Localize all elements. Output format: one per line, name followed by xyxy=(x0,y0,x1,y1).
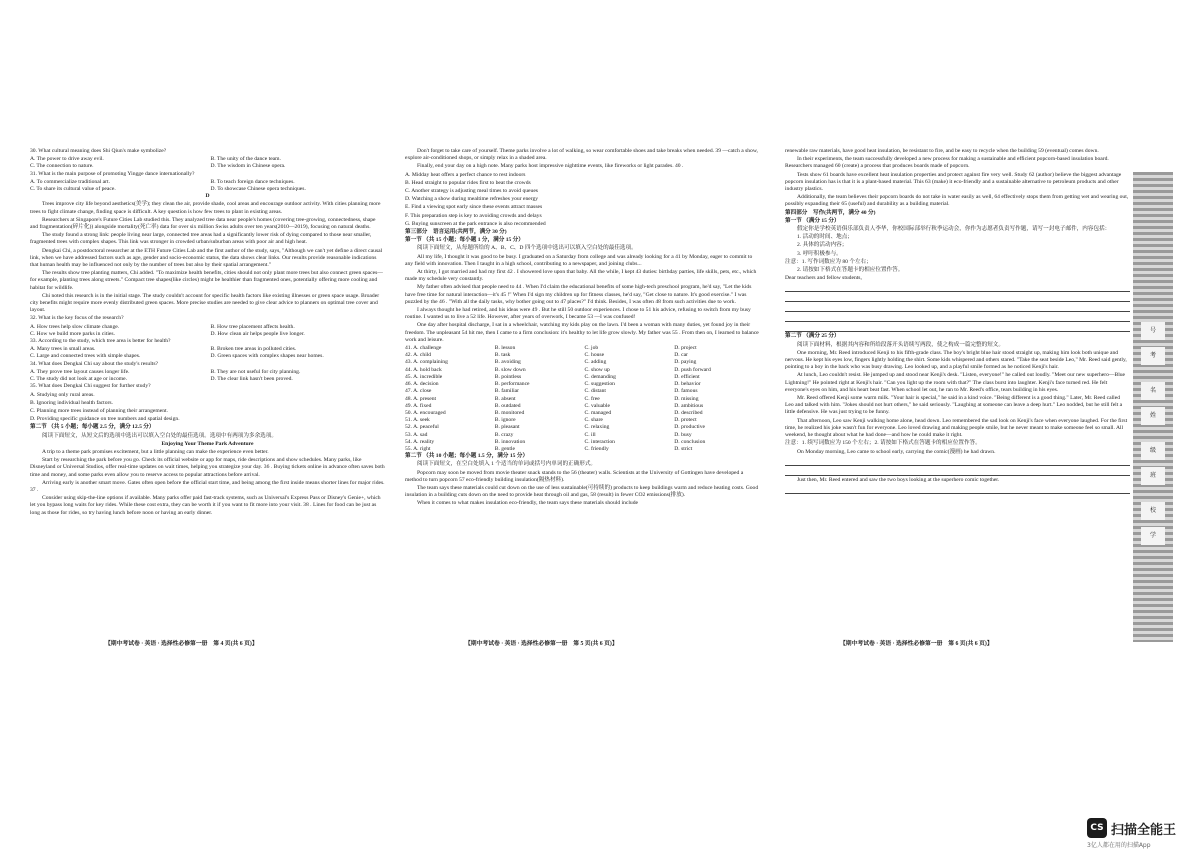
option: D. How clean air helps people live longer. xyxy=(210,330,305,337)
q33-options xyxy=(30,346,385,360)
option: B. To teach foreign dance techniques. xyxy=(210,178,295,185)
option: A. How trees help slow climate change. xyxy=(30,323,120,330)
page-4-column xyxy=(30,148,385,518)
sideband-label: 号 xyxy=(1141,322,1165,340)
option: D. push forward xyxy=(674,366,711,373)
question-31: 31. What is the main purpose of promoting Yingge dance internationally? xyxy=(30,170,195,177)
answer-line xyxy=(785,283,1130,292)
option: D. Providing specific guidance on tree numbers and spatial design. xyxy=(30,416,180,423)
section-2-instructions: 阅读下面短文，在空白处填入 1 个适当的单词或括号内单词的正确形式。 xyxy=(417,461,597,468)
sideband-label: 校 xyxy=(1141,502,1165,520)
option: C. friendly xyxy=(584,445,609,452)
option: 52. A. peaceful xyxy=(405,424,439,431)
question-34: 34. What does Dengkai Chi say about the study's results? xyxy=(30,360,158,367)
passage-paragraph: Finally, end your day on a high note. Many parks host impressive nighttime events, like fireworks or light parades. 40 . xyxy=(417,163,684,170)
option: A. The power to drive away evil. xyxy=(30,156,104,163)
gap-fill-paragraph: In their experiments, the team successfully developed a new process for making a sustainable and efficient popcorn-based insulation board. Researchers managed 60 (create) a process that produces boards made of popcorn. xyxy=(785,156,1109,170)
option: C. managed xyxy=(584,409,612,416)
section-letter-d: D xyxy=(205,193,210,200)
option: D. The wisdom in Chinese opera. xyxy=(210,163,286,170)
option: B. familiar xyxy=(494,388,519,395)
gap-fill-paragraph: Additionally, the team believes their popcorn boards do not take in water easily as well, 64 effectively stops them from getting wet and wearing out, possibly expanding their 65 (useful) and durability as a building material. xyxy=(785,194,1129,208)
option: E. Find a viewing spot early since these events attract masses xyxy=(405,204,543,211)
gap-fill-paragraph: The team says these materials could cut down on the use of less sustainable(可持续的) products to keep buildings warm and reduce heating costs. Good insulation in a building cuts down on the need to provide heat through oil and gas, 58 (result) in fewer CO2 emissions(排放). xyxy=(405,484,759,499)
option: 42. A. child xyxy=(405,352,432,359)
option: D. paying xyxy=(674,359,697,366)
cloze-paragraph: All my life, I thought it was good to be busy. I graduated on a Saturday from college and was already looking for a 41 by Monday, eager to commit to any field with innovation. Then I taught in a high school, contributing to a newspaper, and joining clubs... xyxy=(405,253,753,267)
option: C. The study did not look at age or income. xyxy=(30,376,127,383)
option: 55. A. right xyxy=(405,445,431,452)
writing-2-notes: 注意：1. 续写词数应为 150 个左右；2. 请按如下格式在答题卡的相应位置作答。 xyxy=(785,440,981,447)
option: 54. A. reality xyxy=(405,438,435,445)
option: 51. A. seek xyxy=(405,417,430,424)
option: C. house xyxy=(584,352,605,359)
camscanner-logo-icon: CS xyxy=(1087,818,1107,838)
sideband-label: 班 xyxy=(1141,467,1165,485)
section-2-title: 第二节 （共 5 小题；每小题 2.5 分，满分 12.5 分） xyxy=(30,424,155,431)
option: A. To commercialize traditional art. xyxy=(30,178,110,185)
option: B. performance xyxy=(494,381,530,388)
option: B. How tree placement affects health. xyxy=(210,323,295,330)
scanner-watermark xyxy=(1087,818,1176,838)
option: 46. A. decision xyxy=(405,381,439,388)
page-5-column xyxy=(405,148,760,509)
option: C. relaxing xyxy=(584,424,610,431)
question-32: 32. What is the key focus of the research? xyxy=(30,315,124,322)
watermark-title: 扫描全能王 xyxy=(1111,822,1177,838)
answer-line xyxy=(785,293,1130,302)
sideband-label: 考 xyxy=(1141,347,1165,365)
option: D. To showcase Chinese opera techniques. xyxy=(210,186,306,193)
option: C. valuable xyxy=(584,402,610,409)
option: 44. A. hold back xyxy=(405,366,442,373)
answer-line xyxy=(785,323,1130,332)
option: D. famous xyxy=(674,388,698,395)
gap-fill-paragraph: When it comes to what makes insulation eco-friendly, the team says these materials should include xyxy=(417,500,638,507)
option: B. Broken tree areas in polluted cities. xyxy=(210,346,297,353)
option: 47. A. close xyxy=(405,388,432,395)
option: D. car xyxy=(674,352,688,359)
option: B. avoiding xyxy=(494,359,521,366)
writing-note: 2. 请按如下格式在答题卡的相应位置作答。 xyxy=(797,267,904,274)
option: B. pointless xyxy=(494,373,522,380)
option: B. absent xyxy=(494,395,516,402)
option: B. monitored xyxy=(494,409,525,416)
gap-fill-paragraph: Popcorn may soon be moved from movie theater snack stands to the 56 (theater) walls. Scientists at the University of Gottingen have developed a method to turn popcorn 57 eco-friendly building insulation(隔热材料). xyxy=(405,469,744,483)
option: C. Another strategy is adjusting meal times to avoid queues xyxy=(405,188,538,195)
option: G. Buying sunscreen at the park entrance is also recommended xyxy=(405,220,546,227)
option: 49. A. fixed xyxy=(405,402,432,409)
sideband-label: 姓 xyxy=(1141,407,1165,425)
option: D. conclusion xyxy=(674,438,706,445)
part-3-title: 第三部分 语言运用(共两节，满分 30 分) xyxy=(405,229,507,236)
part-4-title: 第四部分 写作(共两节，满分 40 分) xyxy=(785,209,876,216)
answer-line xyxy=(785,467,1130,476)
option: C. To share its cultural value of peace. xyxy=(30,186,116,193)
page-5-footer: 【期中考试卷 · 英语 · 选择性必修第一册 第 5 页(共 6 页)】 xyxy=(465,641,618,647)
option: B. Ignoring individual health factors. xyxy=(30,399,113,406)
sideband-label: 学 xyxy=(1141,527,1165,545)
section-2-instructions: 阅读下面短文，从短文后的选项中选出可以填入空白处的最佳选项。选项中有两项为多余选项。 xyxy=(42,432,277,439)
continuation-start-2: Just then, Mr. Reed entered and saw the two boys looking at the superhero comic together. xyxy=(797,476,1000,483)
q31-options xyxy=(30,179,385,193)
option: B. The unity of the dance team. xyxy=(210,156,281,163)
answer-line xyxy=(785,303,1130,312)
option: C. Planning more trees instead of planning their arrangement. xyxy=(30,407,168,414)
answer-line xyxy=(785,313,1130,322)
story-paragraph: That afternoon, Leo saw Kenji walking home alone, head down. Leo remembered the sad look on Kenji's face when everyone laughed. For the first time, he realized his joke wasn't fun for everyone. Leo loved drawing and making people smile, but he never meant to make someone feel so small. All weekend, he thought about what he had done—and how he could make it right. xyxy=(785,417,1128,439)
question-33: 33. According to the study, which tree area is better for health? xyxy=(30,338,171,345)
option: D. Watching a show during mealtime refreshes your energy xyxy=(405,196,539,203)
option: 43. A. complaining xyxy=(405,359,448,366)
passage-paragraph: The study found a strong link: people living near large, connected tree areas had a significantly lower risk of dying compared to those near smaller, fragmented trees with complex shapes. This link was stronger in crowded urban/suburban areas with poor air and high heat. xyxy=(30,232,372,246)
sideband-label: 级 xyxy=(1141,442,1165,460)
writing-1-instructions: 假定你是学校英语俱乐部负责人李华，你校国际部举行秋季运动会，你作为志愿者负责写作题，请写一封电子邮件，内容包括： xyxy=(797,226,1111,233)
passage-paragraph: Dengkai Chi, a postdoctoral researcher at the ETH Future Cities Lab and the first author of the study, says, "Although we can't yet define a direct causal link, when we have addressed factors such as age, gender and socio-economic status, the data shows clear links. Our results provide reasonable indications that human health may be influenced not only by the number of trees but also by their spatial arrangement." xyxy=(30,247,383,269)
page-4-footer: 【期中考试卷 · 英语 · 选择性必修第一册 第 4 页(共 6 页)】 xyxy=(105,641,258,647)
option: D. ambitious xyxy=(674,402,704,409)
option: D. strict xyxy=(674,445,693,452)
answer-line xyxy=(785,485,1130,494)
cloze-paragraph: One day after hospital discharge, I sat in a wheelchair, watching my kids play on the lawn. I'd been a woman with many duties, yet found joy in their freedom. The unpleasant 54 hit me, then I came to a firm conclusion: it's healthy to let life grow slowly. My father was 55 . From then on, I learned to balance work and leisure. xyxy=(405,322,759,343)
option: C. job xyxy=(584,345,599,352)
passage-title: Enjoying Your Theme Park Adventure xyxy=(161,440,254,447)
option: 53. A. sad xyxy=(405,431,428,438)
writing-note: 注意：1. 写作词数应为 80 个左右； xyxy=(785,258,872,265)
option: C. How we build more parks in cities. xyxy=(30,330,115,337)
page-6-column xyxy=(785,148,1130,495)
option: 48. A. present xyxy=(405,395,437,402)
answer-line xyxy=(785,457,1130,466)
option: A. Many trees in small areas. xyxy=(30,346,96,353)
watermark-subtitle: 3亿人都在用的扫描App xyxy=(1087,842,1151,849)
page-6-footer: 【期中考试卷 · 英语 · 选择性必修第一册 第 6 页(共 6 页)】 xyxy=(840,641,993,647)
option: B. pleasant xyxy=(494,424,520,431)
option: D. busy xyxy=(674,431,692,438)
option: A. Midday heat offers a perfect chance to rest indoors xyxy=(405,171,526,178)
option: B. They are not useful for city planning. xyxy=(210,368,301,375)
passage-paragraph: The results show tree planting matters, Chi added. "To maximize health benefits, cities should not only plant more trees but also connect green spaces—for example, planting trees along streets." Compact tree shapes(like circles) might be healthier than fragmented ones, potentially offering more cooling and habitat for wildlife. xyxy=(30,270,383,291)
passage-paragraph: Start by researching the park before you go. Check its official website or app for maps, ride descriptions and show schedules. Many parks, like Disneyland or Universal Studios, offer real-time updates on wait times, helping you strategize your day. 36 . Buying tickets online in advance often saves both time and money, and some parks even allow you to reserve access to popular attractions before arrival. xyxy=(30,457,385,478)
story-paragraph: Mr. Reed offered Kenji some warm milk. "Your hair is special," he said in a kind voice. "Being different is a good thing." Later, Mr. Reed called Leo and talked with him. "Jokes should not hurt others," he said seriously. "Laughing at someone can leave a deep hurt." Leo nodded, but he still felt a little defensive. He was just trying to be funny. xyxy=(785,395,1123,416)
passage-paragraph: Trees improve city life beyond aesthetics(美学); they clean the air, provide shade, cool areas and encourage outdoor activity. With cities planning more trees to fight climate change, finding space is difficult. A key question is how few trees to plant in existing areas. xyxy=(30,201,381,215)
option: C. demanding xyxy=(584,373,616,380)
option: B. gentle xyxy=(494,445,515,452)
option: B. ignore xyxy=(494,417,516,424)
writing-1-title: 第一节 （满分 15 分） xyxy=(785,217,840,224)
passage-paragraph: Don't forget to take care of yourself. Theme parks involve a lot of walking, so wear comfortable shoes and take breaks when needed. 39 —catch a show, explore air-conditioned shops, or simply relax in a shaded area. xyxy=(405,148,758,162)
q30-options xyxy=(30,156,385,170)
option: A. Studying only rural areas. xyxy=(30,391,95,398)
option: C. interaction xyxy=(584,438,615,445)
question-35: 35. What does Dengkai Chi suggest for further study? xyxy=(30,383,151,390)
option: B. lesson xyxy=(494,345,516,352)
option: B. outdated xyxy=(494,402,521,409)
story-paragraph: At lunch, Leo couldn't resist. He jumped up and stood near Kenji's desk. "Listen, everyone!" he called out loudly. "Meet our new superhero—Blue Lightning!" He pointed right at Kenji's hair. "Can you light up the room with that?" The class burst into laughter. Kenji's face turned red. He felt everyone's eyes on him, and his heart beat fast. When school let out, he ran to Mr. Reed's office, tears building in his eyes. xyxy=(785,372,1126,393)
option: C. The connection to nature. xyxy=(30,163,94,170)
option: C. distant xyxy=(584,388,606,395)
cloze-paragraph: At thirty, I got married and had my first 42 . I showered love upon that baby. All the while, I kept 43 duties: birthday parties, life skills, pets, etc., which made my schedule very constantly. xyxy=(405,269,757,283)
option: C. Large and connected trees with simple shapes. xyxy=(30,353,141,360)
option: D. behavior xyxy=(674,381,701,388)
passage-paragraph: Consider using skip-the-line options if available. Many parks offer paid fast-track systems, such as Universal's Express Pass or Disney's Genie+, which let you bypass long waits for key rides. While these cost extra, they can be worth it if you want to fit more into your visit. 38 . Lines for food can be just as long as those for rides, so try having lunch before noon or having an early dinner. xyxy=(30,495,381,516)
continuation-start-1: On Monday morning, Leo came to school early, carrying the comic(漫画) he had drawn. xyxy=(797,448,996,455)
gap-fill-paragraph: Tests show 61 boards have excellent heat insulation properties and protect against fire very well. Study 62 (author) believe the biggest advantage popcorn insulation has is that it is a plant-based material. This 63 (make) it eco-friendly and a sustainable alternative to petroleum products and other industry plastics. xyxy=(785,171,1122,193)
option: D. The clear link hasn't been proved. xyxy=(210,376,293,383)
option: C. ill xyxy=(584,431,596,438)
cloze-paragraph: My father often advised that people need to 44 . When I'd claim the educational benefits of some high-tech preschool program, he'd say, "Let the kids have free time for natural interaction—it's 45 !" When I'd sign my children up for fitness classes, he'd say, "Get close to nature. It's good exercise." I was puzzled by the 46 . "With all the daily tasks, why bother going out to 47 places?" I'd think. Besides, I was often 48 from such activities due to work. xyxy=(405,284,752,305)
passage-paragraph: Arriving early is another smart move. Gates often open before the official start time, and being among the first inside means shorter lines for major rides. 37 . xyxy=(30,479,385,493)
option: B. crazy xyxy=(494,431,514,438)
q34-options xyxy=(30,369,385,383)
email-salutation: Dear teachers and fellow students, xyxy=(785,275,862,282)
option: 45. A. incredible xyxy=(405,373,443,380)
section-1-instructions: 阅读下面短文，从每题所给的 A、B、C、D 四个选项中选出可以填入空白处的最佳选项。 xyxy=(417,245,637,252)
option: B. Head straight to popular rides first to beat the crowds xyxy=(405,179,531,186)
option: D. project xyxy=(674,345,697,352)
option: 50. A. encouraged xyxy=(405,409,446,416)
option: C. share xyxy=(584,417,603,424)
gap-fill-paragraph: renewable raw materials, have good heat insulation, be resistant to fire, and be easy to recycle when the building 59 (eventual) comes down. xyxy=(785,148,1099,154)
question-30: 30. What cultural meaning does Shi Qiun's make symbolize? xyxy=(30,148,167,154)
writing-2-title: 第二节 （满分 25 分） xyxy=(785,333,840,340)
option: C. adding xyxy=(584,359,607,366)
q32-options xyxy=(30,324,385,338)
writing-point: 3. 呼吁积极参与。 xyxy=(797,250,842,257)
writing-2-instructions: 阅读下面材料，根据其内容和所给段落开头语续写两段，使之构成一篇完整的短文。 xyxy=(797,341,1004,348)
option: D. productive xyxy=(674,424,706,431)
binding-margin-strip xyxy=(1133,172,1173,642)
section-1-title: 第一节 （共 15 小题；每小题 1 分，满分 15 分） xyxy=(405,237,524,244)
option: B. task xyxy=(494,352,511,359)
option: D. protect xyxy=(674,417,697,424)
option: B. innovation xyxy=(494,438,526,445)
option: D. missing xyxy=(674,395,699,402)
passage-paragraph: A trip to a theme park promises excitement, but a little planning can make the experience even better. xyxy=(42,448,269,455)
option: D. described xyxy=(674,409,703,416)
option: C. show up xyxy=(584,366,610,373)
passage-paragraph: Chi noted this research is in the initial stage. The study couldn't account for specific health factors like existing illnesses or green space usage. Broader city benefits might require more evenly distributed green spaces. More precise studies are needed to give clear advice to planners on optimal tree cover and layout. xyxy=(30,292,380,314)
option: B. slow down xyxy=(494,366,526,373)
writing-point: 1. 活动的时间、地点； xyxy=(797,234,853,241)
option: C. suggestion xyxy=(584,381,615,388)
option: F. This preparation step is key to avoiding crowds and delays xyxy=(405,212,542,219)
section-2-title: 第二节 （共 10 小题；每小题 1.5 分，满分 15 分） xyxy=(405,453,529,460)
option: D. Green spaces with complex shapes near homes. xyxy=(210,353,324,360)
sideband-label: 名 xyxy=(1141,382,1165,400)
cloze-options-table xyxy=(405,345,760,453)
writing-point: 2. 具体的活动内容； xyxy=(797,242,848,249)
option: A. They prove tree layout causes longer life. xyxy=(30,368,130,375)
passage-paragraph: Researchers at Singapore's Future Cities Lab studied this. They analyzed tree data near people's homes (covering tree-growing, connectedness, shape and fragmentation(碎片化)) alongside mortality(死亡率) data for over six million Swiss adults over ten years(2010—2019), focusing on natural deaths. xyxy=(30,216,376,231)
option: C. free xyxy=(584,395,600,402)
option: 41. A. challenge xyxy=(405,345,442,352)
option: D. efficient xyxy=(674,373,700,380)
cloze-paragraph: I always thought he had retired, and his ideas were 49 . But he still 50 outdoor experiences. I chose to 51 his advice, refusing to switch from my busy routine. I wanted us to live a 52 life. However, after years of overwork, I became 53 —I was confused! xyxy=(405,307,751,321)
story-paragraph: One morning, Mr. Reed introduced Kenji to his fifth-grade class. The boy's bright blue hair stood straight up, making him look both unique and nervous. He kept his eyes low, fingers lightly holding the shirt. Some kids whispered and others stared. "Take the seat beside Leo," Mr. Reed said gently, pointing to a boy in the back who was busy drawing. Leo looked up, and a playful smile formed as he noticed Kenji's hair. xyxy=(785,349,1127,371)
